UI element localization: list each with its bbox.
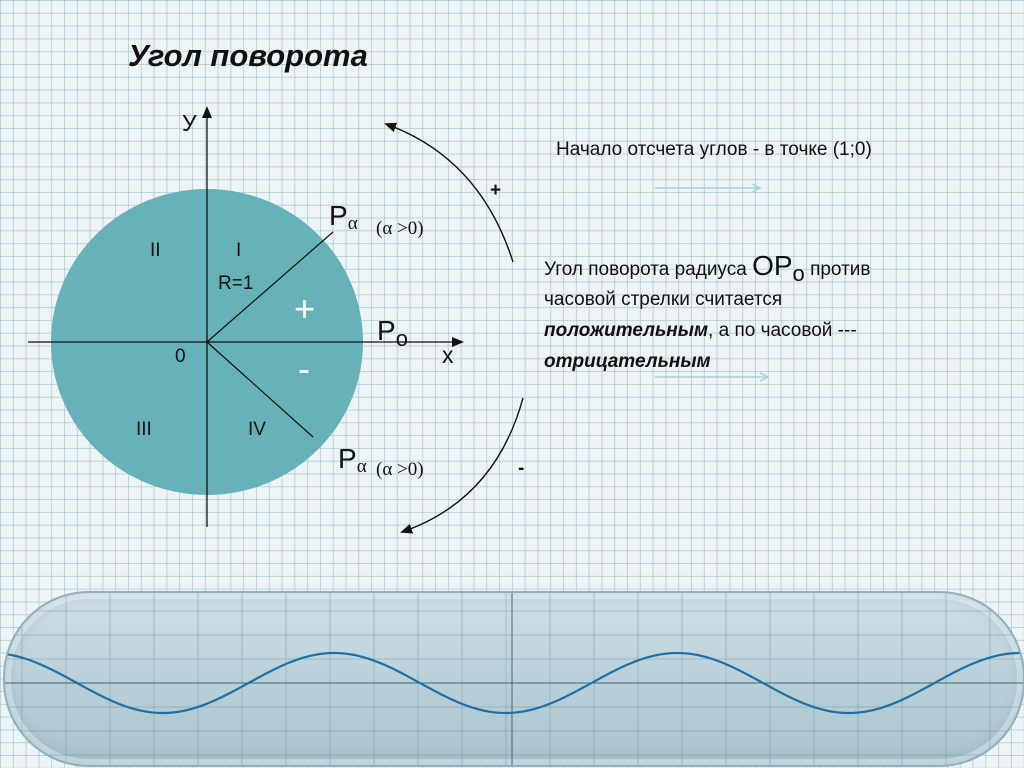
quadrant-iv-label: IV	[248, 419, 266, 440]
x-axis-label: x	[442, 342, 454, 368]
point-p-upper-subscript: α	[347, 213, 358, 234]
sine-wave-graph	[5, 593, 1023, 765]
origin-note: Начало отсчета углов - в точке (1;0)	[556, 139, 872, 160]
point-p-lower-letter: P	[338, 443, 357, 474]
positive-sign: +	[294, 288, 316, 329]
rule-part2: против	[804, 259, 871, 280]
wave-grid	[5, 593, 1023, 765]
upper-angle-condition: (α >0)	[376, 218, 424, 239]
lower-angle-condition: (α >0)	[376, 459, 424, 480]
rule-positive-word: положительным	[544, 320, 709, 341]
origin-label: 0	[175, 346, 186, 367]
rule-op-subscript: o	[792, 261, 805, 286]
rule-negative-word: отрицательным	[544, 351, 711, 372]
quadrant-iii-label: III	[136, 419, 152, 440]
point-p-alpha-upper-label	[329, 200, 358, 232]
sine-wave-panel	[3, 591, 1024, 767]
point-p0-letter: P	[377, 315, 396, 346]
arc-minus-sign: -	[518, 458, 525, 479]
y-axis-label: У	[182, 110, 197, 136]
rule-part1: Угол поворота радиуса	[544, 259, 753, 280]
quadrant-i-label: I	[236, 240, 242, 261]
point-p0-label	[377, 315, 408, 351]
point-p-upper-letter: P	[329, 200, 348, 231]
point-p0-subscript: o	[395, 326, 408, 351]
rule-text-line3	[544, 317, 857, 345]
slide-title: Угол поворота	[128, 38, 368, 73]
rule-line3-rest: , а по часовой ---	[708, 320, 857, 341]
radius-label: R=1	[218, 273, 254, 294]
arc-plus-sign: +	[490, 180, 502, 201]
rule-text-line1	[544, 252, 871, 284]
negative-sign: -	[298, 348, 310, 389]
point-p-alpha-lower-label	[338, 443, 367, 475]
rule-op: OP	[752, 250, 793, 281]
rule-text-line2: часовой стрелки считается	[544, 289, 783, 310]
point-p-lower-subscript: α	[356, 456, 367, 477]
quadrant-ii-label: II	[150, 240, 161, 261]
